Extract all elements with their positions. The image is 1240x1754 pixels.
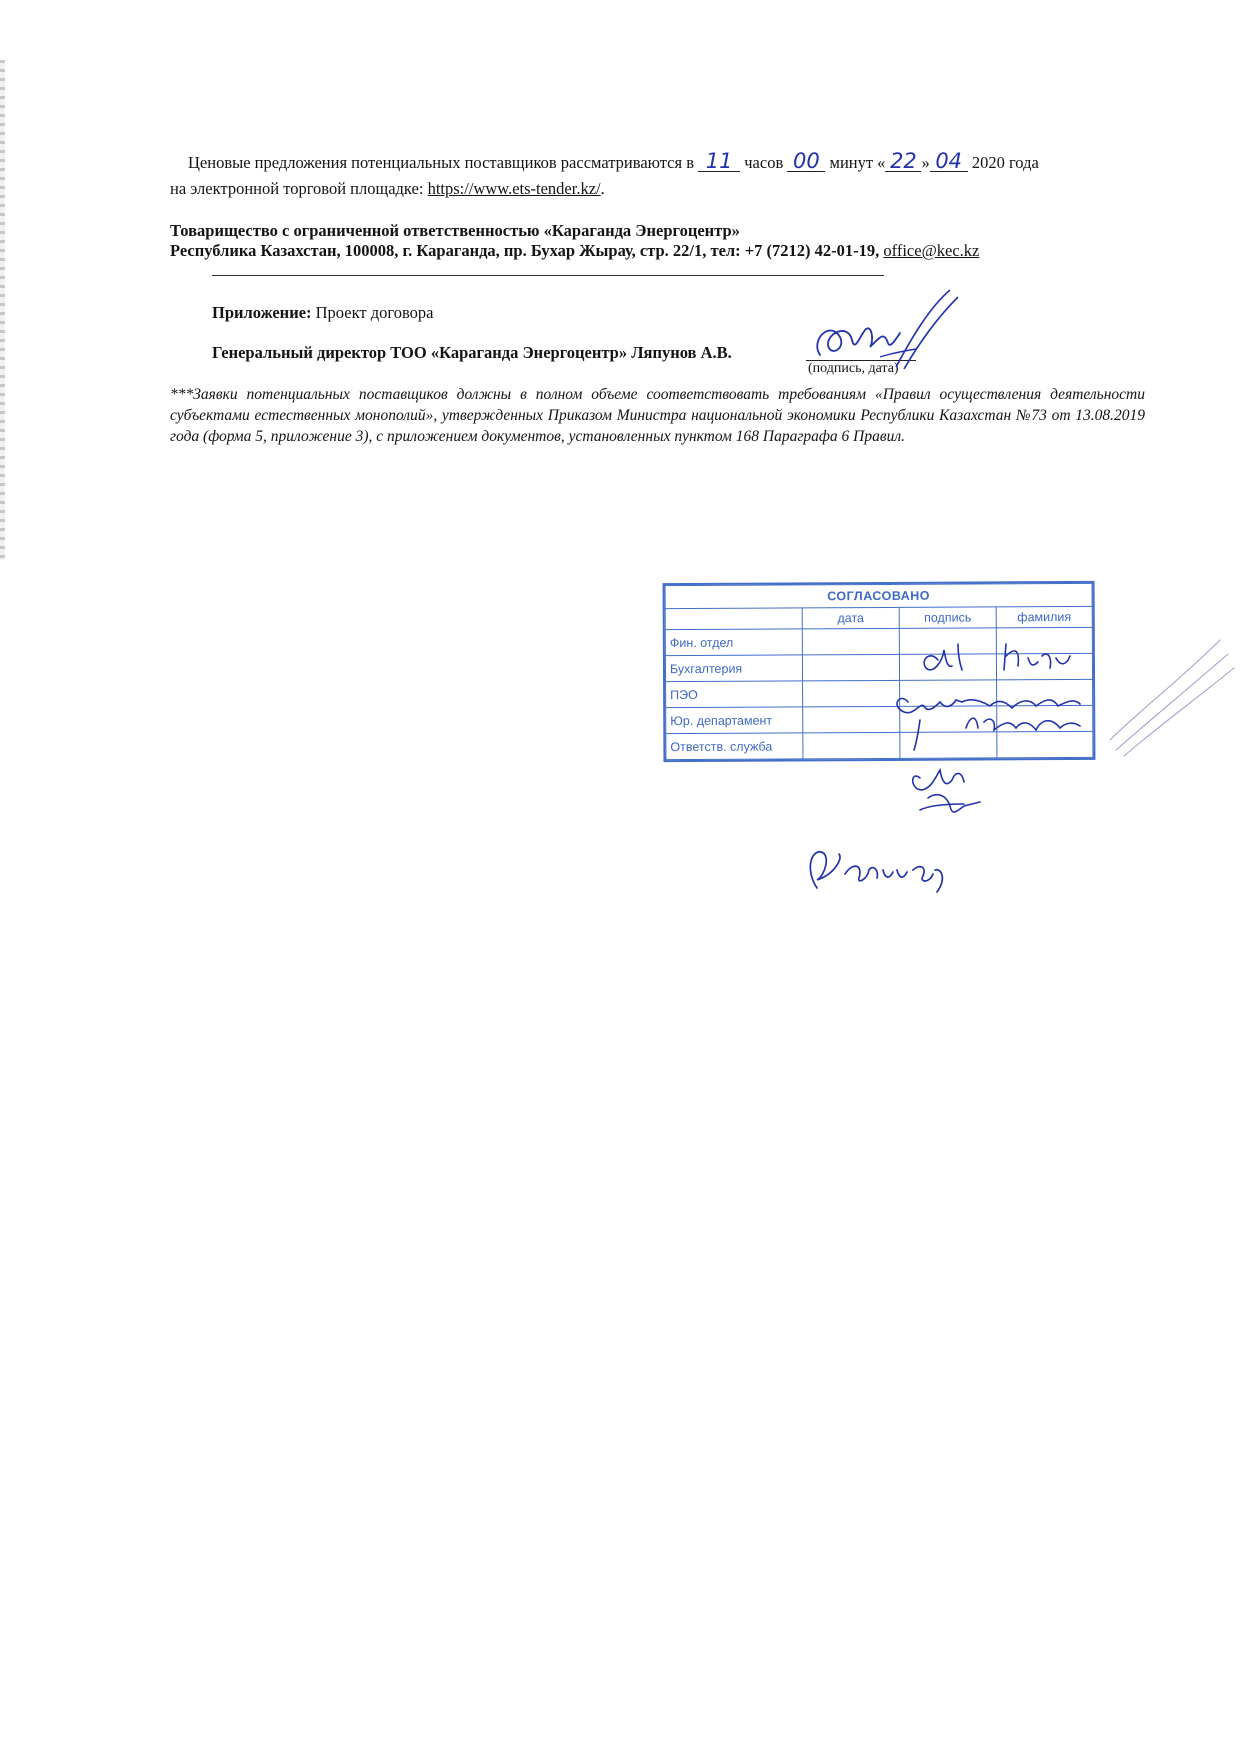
stamp-row-label: Бухгалтерия	[665, 655, 802, 682]
intro-prefix: Ценовые предложения потенциальных поставщиков рассматриваются в	[188, 153, 694, 172]
director-signature	[800, 285, 970, 380]
stamp-col-date: дата	[802, 607, 899, 629]
attachment-label: Приложение:	[212, 303, 312, 322]
stamp-row-label: Фин. отдел	[665, 629, 802, 656]
hours-word: часов	[744, 153, 784, 172]
company-email-link[interactable]: office@kec.kz	[883, 241, 980, 260]
signature-caption: (подпись, дата)	[808, 361, 899, 376]
stamp-signatures-ink	[880, 610, 1240, 845]
company-name: Товарищество с ограниченной ответственностью «Караганда Энергоцентр»	[170, 221, 740, 240]
stamp-title: СОГЛАСОВАНО	[665, 583, 1092, 608]
attachment-line	[212, 302, 433, 324]
minutes-word: минут «	[829, 153, 886, 172]
platform-link[interactable]: https://www.ets-tender.kz/	[427, 179, 601, 198]
signatory-line: Генеральный директор ТОО «Караганда Энергоцентр» Ляпунов А.В.	[212, 343, 732, 362]
handwritten-minutes: 00	[787, 151, 825, 172]
stamp-row-label: ПЭО	[666, 681, 803, 708]
attachment-value: Проект договора	[315, 303, 434, 322]
company-address: Республика Казахстан, 100008, г. Караганда, пр. Бухар Жырау, стр. 22/1, тел: +7 (7212) 42-01-19,	[170, 241, 880, 260]
intro-line-2	[170, 178, 605, 200]
additional-signature	[795, 830, 965, 905]
handwritten-month: 04	[930, 151, 968, 172]
company-address-line	[170, 240, 979, 262]
day-separator: »	[921, 153, 930, 172]
requirements-note: ***Заявки потенциальных поставщиков должны в полном объеме соответствовать требованиям «Правил осуществления деятельности субъектами естественных монополий», утвержденных Приказом Министра национальной экономики Республики Казахстан №73 от 13.08.2019 года (форма 5, приложение 3), с приложением документов, установленных пунктом 168 Параграфа 6 Правил.	[170, 386, 1145, 445]
stamp-corner-cell	[665, 608, 802, 630]
stamp-col-surname: фамилия	[996, 606, 1092, 628]
platform-suffix: .	[600, 179, 605, 198]
separator-line	[212, 275, 884, 276]
stamp-row-label: Юр. департамент	[666, 707, 803, 734]
stamp-col-signature: подпись	[899, 607, 996, 629]
handwritten-hours: 11	[698, 151, 740, 172]
intro-line-1	[188, 151, 1039, 174]
scan-edge-artifact	[0, 60, 5, 560]
handwritten-day: 22	[885, 151, 921, 172]
stamp-row-label: Ответств. служба	[666, 733, 803, 760]
platform-label: на электронной торговой площадке:	[170, 179, 424, 198]
year-text: 2020 года	[971, 153, 1039, 172]
